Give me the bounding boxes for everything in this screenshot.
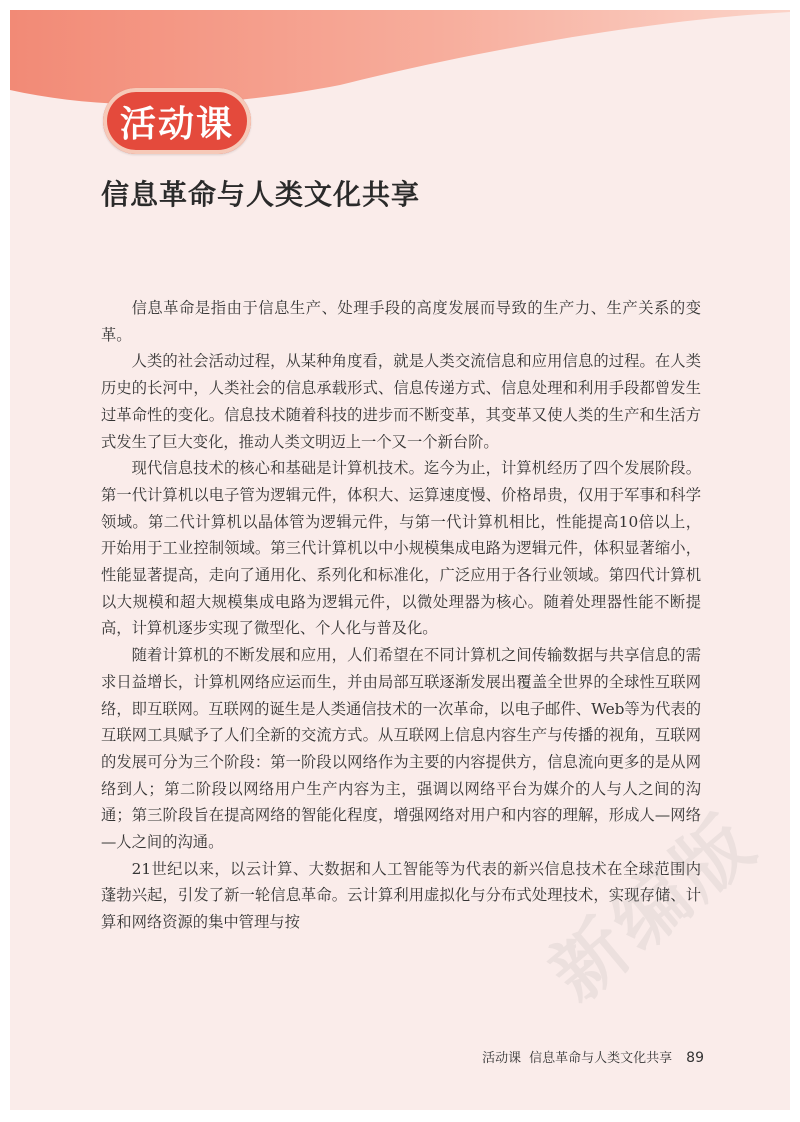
paragraph: 信息革命是指由于信息生产、处理手段的高度发展而导致的生产力、生产关系的变革。 <box>101 299 701 344</box>
body-text <box>101 295 701 936</box>
paragraph: 人类的社会活动过程，从某种角度看，就是人类交流信息和应用信息的过程。在人类历史的长河中，人类社会的信息承载形式、信息传递方式、信息处理和利用手段都曾发生过革命性的变化。信息技术随着科技的进步而不断变革，其变革又使人类的生产和生活方式发生了巨大变化，推动人类文明迈上一个又一个新台阶。 <box>101 352 701 451</box>
paragraph: 21世纪以来，以云计算、大数据和人工智能等为代表的新兴信息技术在全球范围内蓬勃兴起，引发了新一轮信息革命。云计算利用虚拟化与分布式处理技术，实现存储、计算和网络资源的集中管理与按 <box>101 859 701 932</box>
page-number: 89 <box>686 1050 704 1066</box>
activity-badge-label: 活动课 <box>119 103 234 145</box>
paragraph: 现代信息技术的核心和基础是计算机技术。迄今为止，计算机经历了四个发展阶段。第一代计算机以电子管为逻辑元件，体积大、运算速度慢、价格昂贵，仅用于军事和科学领域。第二代计算机以晶体管为逻辑元件，与第一代计算机相比，性能提高10倍以上，开始用于工业控制领域。第三代计算机以中小规模集成电路为逻辑元件，体积显著缩小，性能显著提高，走向了通用化、系列化和标准化，广泛应用于各行业领域。第四代计算机以大规模和超大规模集成电路为逻辑元件，以微处理器为核心。随着处理器性能不断提高，计算机逐步实现了微型化、个人化与普及化。 <box>101 459 701 638</box>
page-footer <box>482 1047 704 1066</box>
watermark: 新编版 <box>534 797 774 1018</box>
page <box>10 10 790 1110</box>
footer-title: 信息革命与人类文化共享 <box>529 1051 673 1066</box>
activity-badge <box>103 88 251 154</box>
footer-section: 活动课 <box>482 1051 522 1066</box>
page-title: 信息革命与人类文化共享 <box>101 178 421 211</box>
paragraph: 随着计算机的不断发展和应用，人们希望在不同计算机之间传输数据与共享信息的需求日益增长，计算机网络应运而生，并由局部互联逐渐发展出覆盖全世界的全球性互联网络，即互联网。互联网的诞生是人类通信技术的一次革命，以电子邮件、Web等为代表的互联网工具赋予了人们全新的交流方式。从互联网上信息内容生产与传播的视角，互联网的发展可分为三个阶段：第一阶段以网络作为主要的内容提供方，信息流向更多的是从网络到人；第二阶段以网络用户生产内容为主，强调以网络平台为媒介的人与人之间的沟通；第三阶段旨在提高网络的智能化程度，增强网络对用户和内容的理解，形成人—网络—人之间的沟通。 <box>101 646 701 852</box>
